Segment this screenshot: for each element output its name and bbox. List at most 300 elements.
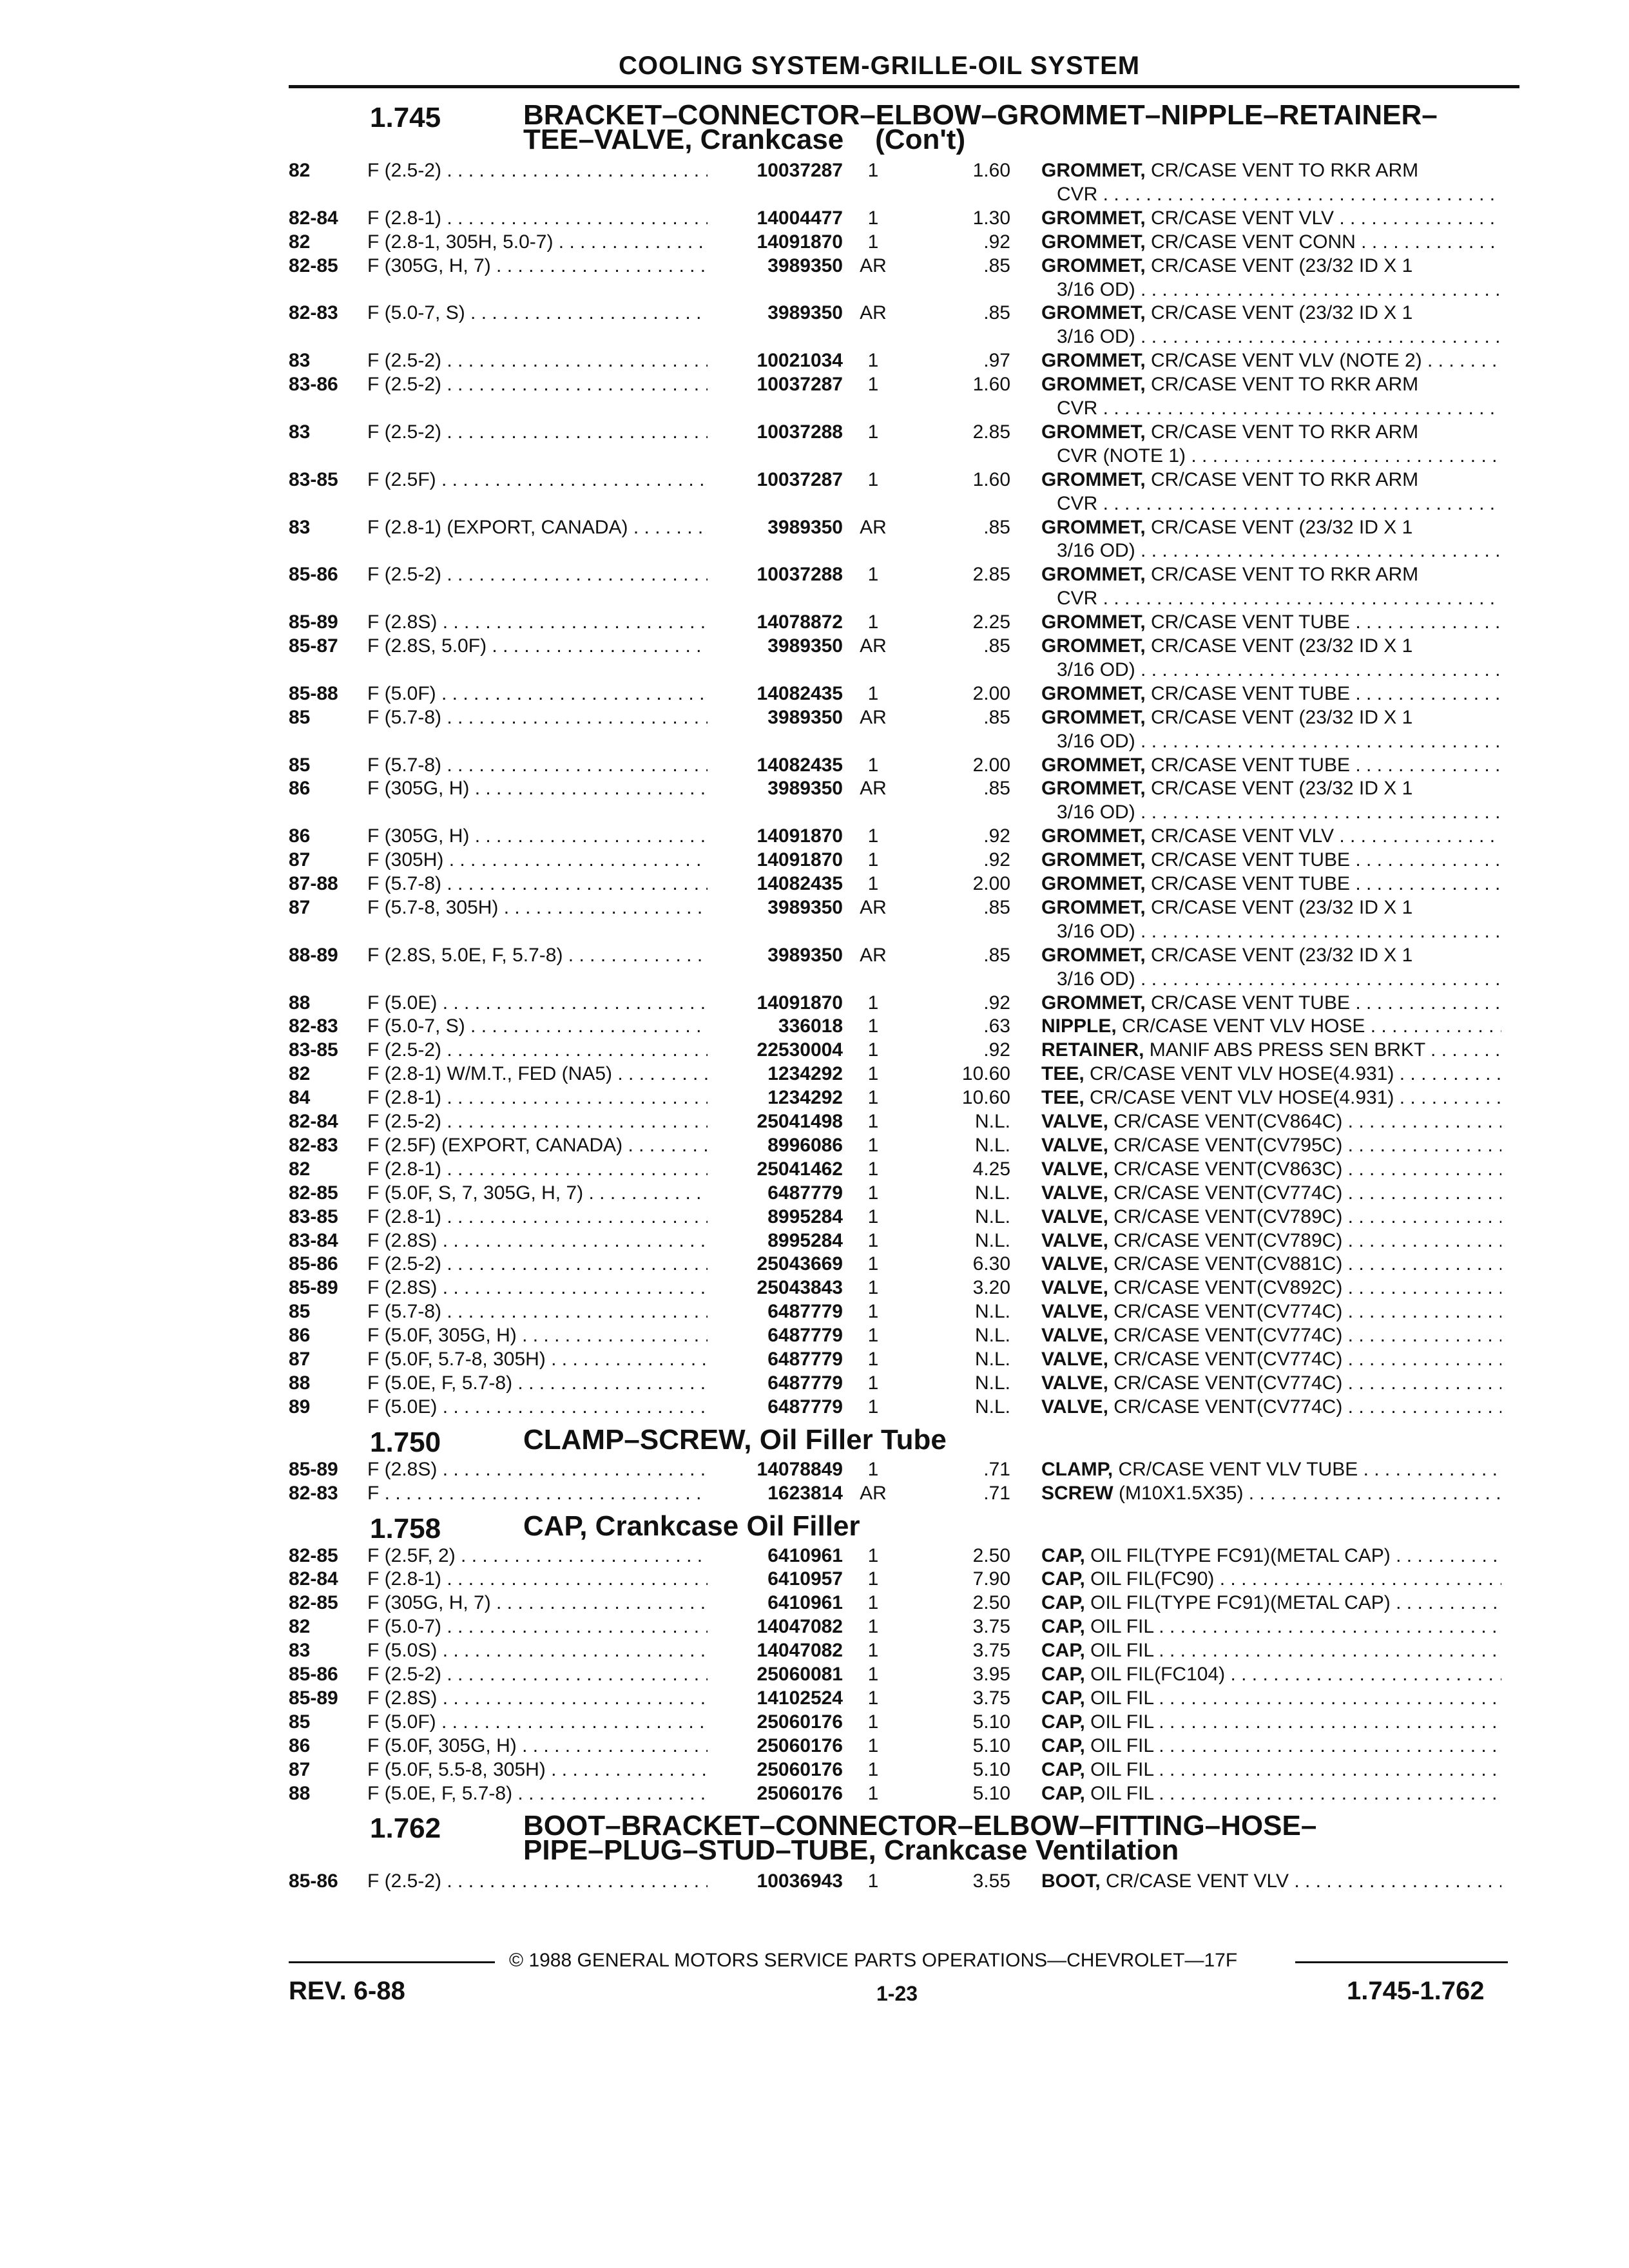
part-number: 3989350 (767, 516, 843, 538)
model-years: 82 (289, 1063, 311, 1085)
part-detail: CR/CASE VENT TUBE (1151, 849, 1350, 871)
section-title: BOOT–BRACKET–CONNECTOR–ELBOW–FITTING–HOSE– PIPE–PLUG–STUD–TUBE, Crankcase Ventilation (523, 1810, 1317, 1867)
part-number: 10037288 (757, 421, 843, 443)
part-detail: OIL FIL (1090, 1616, 1153, 1638)
part-row (0, 1545, 1629, 1568)
part-description (1041, 1325, 1501, 1347)
quantity: 1 (867, 1664, 879, 1685)
part-number: 25043669 (757, 1253, 843, 1275)
part-description (1041, 778, 1501, 800)
application: F (2.5F) (EXPORT, CANADA) . . . (367, 1135, 708, 1157)
part-detail: OIL FIL(FC90) (1090, 1568, 1215, 1590)
application: F (5.7-8) . . . (367, 873, 708, 895)
description-continuation: CVR (NOTE 1) . . . (1057, 445, 1501, 468)
part-row (0, 1158, 1629, 1182)
part-name: GROMMET, (1041, 374, 1146, 396)
part-name: GROMMET, (1041, 849, 1146, 871)
quantity: 1 (867, 468, 879, 490)
part-detail: OIL FIL (1090, 1711, 1153, 1733)
quantity: AR (860, 302, 887, 324)
part-number: 14082435 (757, 873, 843, 894)
part-row (0, 825, 1629, 849)
price: 10.60 (961, 1063, 1010, 1085)
price: .92 (983, 231, 1010, 253)
part-number: 14082435 (757, 682, 843, 704)
part-name: GROMMET, (1041, 207, 1146, 229)
price: .85 (983, 635, 1010, 657)
quantity: 1 (867, 1735, 879, 1756)
model-years: 82 (289, 1616, 311, 1638)
footer-copyright: © 1988 GENERAL MOTORS SERVICE PARTS OPERATIONS—CHEVROLET—17F (509, 1950, 1238, 1971)
part-row (0, 1568, 1629, 1591)
application: F (305G, H) . . . (367, 778, 708, 800)
quantity: 1 (867, 1182, 879, 1204)
part-number: 6487779 (767, 1349, 843, 1370)
application: F (2.5-2) . . . (367, 1111, 708, 1133)
part-detail: OIL FIL(TYPE FC91)(METAL CAP) (1090, 1544, 1391, 1566)
part-description (1041, 1182, 1501, 1204)
part-number: 3989350 (767, 896, 843, 918)
part-number: 14091870 (757, 231, 843, 253)
part-name: GROMMET, (1041, 231, 1146, 253)
price: .85 (983, 255, 1010, 276)
price: .63 (983, 1015, 1010, 1037)
part-name: GROMMET, (1041, 255, 1146, 276)
part-row (0, 1039, 1629, 1062)
part-description (1041, 1759, 1501, 1781)
quantity: 1 (867, 849, 879, 871)
part-name: CAP, (1041, 1687, 1085, 1709)
quantity: 1 (867, 1015, 879, 1037)
part-detail: CR/CASE VENT VLV HOSE(4.931) (1090, 1063, 1394, 1085)
model-years: 86 (289, 1325, 311, 1347)
part-description (1041, 1687, 1501, 1709)
part-description (1041, 1396, 1501, 1418)
part-detail: CR/CASE VENT TO RKR ARM (1151, 564, 1419, 586)
part-number: 3989350 (767, 944, 843, 966)
price: 2.85 (972, 564, 1010, 586)
price: 2.00 (972, 873, 1010, 894)
price: 10.60 (961, 1087, 1010, 1109)
model-years: 82-83 (289, 1015, 338, 1037)
description-continuation: 3/16 OD) . . . (1057, 731, 1501, 754)
model-years: 87 (289, 849, 311, 871)
price: .92 (983, 849, 1010, 871)
part-name: CAP, (1041, 1711, 1085, 1733)
part-description (1041, 1459, 1501, 1481)
part-description (1041, 1870, 1501, 1892)
model-years: 83 (289, 1640, 311, 1662)
application: F (5.0E, F, 5.7-8) . . . (367, 1372, 708, 1394)
part-name: VALVE, (1041, 1277, 1108, 1299)
part-row (0, 1616, 1629, 1639)
part-detail: CR/CASE VENT(CV774C) (1113, 1349, 1343, 1370)
price: N.L. (974, 1349, 1010, 1370)
quantity: 1 (867, 374, 879, 396)
application: F (2.8S, 5.0F) . . . (367, 635, 708, 657)
price: .97 (983, 350, 1010, 372)
part-number: 14078872 (757, 611, 843, 633)
part-name: TEE, (1041, 1087, 1084, 1109)
part-number: 1234292 (767, 1087, 843, 1109)
part-description (1041, 849, 1501, 871)
quantity: 1 (867, 1396, 879, 1418)
quantity: AR (860, 516, 887, 538)
part-row (0, 469, 1629, 492)
part-description (1041, 1735, 1501, 1757)
application: F (5.0E) . . . (367, 1396, 708, 1418)
part-row (0, 754, 1629, 778)
quantity: 1 (867, 421, 879, 443)
part-number: 14078849 (757, 1458, 843, 1480)
model-years: 85-86 (289, 1870, 338, 1892)
part-description (1041, 1063, 1501, 1085)
part-row (0, 564, 1629, 587)
quantity: 1 (867, 207, 879, 229)
part-number: 25041498 (757, 1111, 843, 1132)
part-detail: OIL FIL(TYPE FC91)(METAL CAP) (1090, 1592, 1391, 1614)
part-name: CAP, (1041, 1664, 1085, 1685)
part-description (1041, 1711, 1501, 1733)
application: F (5.0F, 5.7-8, 305H) . . . (367, 1349, 708, 1370)
model-years: 85 (289, 1711, 311, 1733)
part-description (1041, 469, 1501, 491)
part-name: VALVE, (1041, 1182, 1108, 1204)
price: 4.25 (972, 1158, 1010, 1180)
quantity: 1 (867, 1782, 879, 1804)
model-years: 88 (289, 992, 311, 1014)
part-name: GROMMET, (1041, 992, 1146, 1014)
part-number: 10037288 (757, 564, 843, 586)
part-name: GROMMET, (1041, 302, 1146, 324)
part-number: 6487779 (767, 1396, 843, 1418)
part-number: 14102524 (757, 1687, 843, 1709)
application: F (2.8-1) W/M.T., FED (NA5) . . . (367, 1063, 708, 1085)
part-detail: OIL FIL (1090, 1687, 1153, 1709)
model-years: 83-85 (289, 468, 338, 490)
part-name: GROMMET, (1041, 944, 1146, 966)
model-years: 83-85 (289, 1039, 338, 1061)
part-number: 8996086 (767, 1134, 843, 1156)
application: F (2.8S) . . . (367, 611, 708, 633)
quantity: 1 (867, 1592, 879, 1614)
part-name: GROMMET, (1041, 706, 1146, 728)
part-detail: OIL FIL (1090, 1640, 1153, 1662)
application: F (5.0F, 305G, H) . . . (367, 1735, 708, 1757)
part-description (1041, 1616, 1501, 1638)
quantity: 1 (867, 1687, 879, 1709)
part-detail: CR/CASE VENT (23/32 ID X 1 (1151, 255, 1413, 276)
quantity: 1 (867, 1158, 879, 1180)
part-name: VALVE, (1041, 1229, 1108, 1251)
part-detail: CR/CASE VENT VLV (1106, 1870, 1289, 1892)
model-years: 88-89 (289, 944, 338, 966)
model-years: 87 (289, 1758, 311, 1780)
model-years: 86 (289, 778, 311, 800)
part-description (1041, 754, 1501, 776)
application: F (5.7-8) . . . (367, 707, 708, 729)
part-row (0, 635, 1629, 658)
part-name: GROMMET, (1041, 421, 1146, 443)
part-number: 3989350 (767, 302, 843, 324)
part-row (0, 1325, 1629, 1348)
part-row (0, 1230, 1629, 1253)
application: F . . . (367, 1483, 708, 1504)
part-name: VALVE, (1041, 1134, 1108, 1156)
part-number: 14004477 (757, 207, 843, 229)
part-description (1041, 231, 1501, 253)
part-description (1041, 160, 1501, 182)
part-description (1041, 1372, 1501, 1394)
model-years: 88 (289, 1782, 311, 1804)
part-name: CAP, (1041, 1544, 1085, 1566)
part-row (0, 1735, 1629, 1758)
part-number: 3989350 (767, 255, 843, 276)
model-years: 82-84 (289, 1111, 338, 1132)
part-name: GROMMET, (1041, 635, 1146, 657)
part-row (0, 1111, 1629, 1134)
application: F (305H) . . . (367, 849, 708, 871)
part-number: 6410961 (767, 1592, 843, 1614)
quantity: 1 (867, 1349, 879, 1370)
model-years: 85-86 (289, 1253, 338, 1275)
quantity: 1 (867, 1758, 879, 1780)
quantity: 1 (867, 1372, 879, 1394)
part-number: 14091870 (757, 849, 843, 871)
part-number: 6487779 (767, 1325, 843, 1347)
model-years: 82-85 (289, 1592, 338, 1614)
quantity: AR (860, 1482, 887, 1504)
part-number: 10037287 (757, 374, 843, 396)
price: 2.25 (972, 611, 1010, 633)
model-years: 87-88 (289, 873, 338, 894)
price: .85 (983, 302, 1010, 324)
price: 3.95 (972, 1664, 1010, 1685)
part-row (0, 231, 1629, 255)
description-continuation: 3/16 OD) . . . (1057, 802, 1501, 825)
part-row (0, 1253, 1629, 1276)
part-row (0, 1015, 1629, 1039)
part-description (1041, 1087, 1501, 1109)
part-name: CAP, (1041, 1758, 1085, 1780)
part-row (0, 1277, 1629, 1300)
part-detail: CR/CASE VENT (23/32 ID X 1 (1151, 706, 1413, 728)
part-row (0, 160, 1629, 183)
part-name: GROMMET, (1041, 754, 1146, 776)
section-title: CAP, Crankcase Oil Filler (523, 1510, 860, 1542)
part-row (0, 1372, 1629, 1396)
footer-rule-right (1295, 1961, 1508, 1963)
part-row (0, 1063, 1629, 1086)
section-number: 1.762 (370, 1812, 441, 1845)
application: F (2.5F) . . . (367, 469, 708, 491)
price: 1.60 (972, 468, 1010, 490)
part-name: GROMMET, (1041, 896, 1146, 918)
section-title: BRACKET–CONNECTOR–ELBOW–GROMMET–NIPPLE–RETAINER– TEE–VALVE, Crankcase (Con't) (523, 99, 1438, 155)
description-continuation: CVR . . . (1057, 493, 1501, 516)
part-description (1041, 992, 1501, 1014)
part-number: 14091870 (757, 992, 843, 1014)
part-detail: CR/CASE VENT(CV864C) (1113, 1111, 1343, 1132)
part-row (0, 897, 1629, 920)
application: F (2.8-1, 305H, 5.0-7) . . . (367, 231, 708, 253)
application: F (5.0F) . . . (367, 683, 708, 705)
part-description (1041, 564, 1501, 586)
quantity: 1 (867, 1870, 879, 1892)
description-continuation: 3/16 OD) . . . (1057, 659, 1501, 682)
part-name: GROMMET, (1041, 873, 1146, 894)
application: F (2.8-1) . . . (367, 1568, 708, 1590)
part-description (1041, 707, 1501, 729)
price: 2.00 (972, 682, 1010, 704)
part-description (1041, 1301, 1501, 1323)
quantity: 1 (867, 564, 879, 586)
part-detail: CR/CASE VENT VLV (1151, 207, 1334, 229)
part-description (1041, 255, 1501, 277)
part-detail: CR/CASE VENT TO RKR ARM (1151, 374, 1419, 396)
quantity: 1 (867, 1277, 879, 1299)
application: F (2.8S) . . . (367, 1230, 708, 1252)
part-detail: CR/CASE VENT TUBE (1151, 611, 1350, 633)
description-continuation: 3/16 OD) . . . (1057, 540, 1501, 563)
part-number: 6487779 (767, 1182, 843, 1204)
application: F (5.7-8) . . . (367, 754, 708, 776)
price: 5.10 (972, 1711, 1010, 1733)
price: .92 (983, 1039, 1010, 1061)
part-detail: CR/CASE VENT (23/32 ID X 1 (1151, 896, 1413, 918)
quantity: 1 (867, 825, 879, 847)
quantity: AR (860, 706, 887, 728)
model-years: 84 (289, 1087, 311, 1109)
price: .71 (983, 1482, 1010, 1504)
part-description (1041, 1253, 1501, 1275)
part-row (0, 945, 1629, 968)
model-years: 82-85 (289, 1544, 338, 1566)
quantity: 1 (867, 1301, 879, 1323)
part-number: 1623814 (767, 1482, 843, 1504)
application: F (2.8S) . . . (367, 1687, 708, 1709)
model-years: 83-84 (289, 1229, 338, 1251)
description-continuation: 3/16 OD) . . . (1057, 968, 1501, 992)
part-number: 14047082 (757, 1616, 843, 1638)
application: F (5.0F, 305G, H) . . . (367, 1325, 708, 1347)
price: 6.30 (972, 1253, 1010, 1275)
price: .85 (983, 516, 1010, 538)
price: .85 (983, 778, 1010, 800)
part-name: GROMMET, (1041, 516, 1146, 538)
price: .85 (983, 896, 1010, 918)
footer-rule-left (289, 1961, 495, 1963)
price: .85 (983, 944, 1010, 966)
part-detail: CR/CASE VENT(CV789C) (1113, 1206, 1343, 1227)
part-description (1041, 1277, 1501, 1299)
part-detail: CR/CASE VENT(CV892C) (1113, 1277, 1343, 1299)
part-row (0, 611, 1629, 635)
model-years: 89 (289, 1396, 311, 1418)
part-number: 10036943 (757, 1870, 843, 1892)
application: F (2.5-2) . . . (367, 1039, 708, 1061)
part-detail: CR/CASE VENT(CV863C) (1113, 1158, 1343, 1180)
part-row (0, 992, 1629, 1015)
part-row (0, 683, 1629, 706)
quantity: 1 (867, 1229, 879, 1251)
part-name: NIPPLE, (1041, 1015, 1117, 1037)
section-range: 1.745-1.762 (1347, 1977, 1485, 2005)
part-detail: CR/CASE VENT(CV789C) (1113, 1229, 1343, 1251)
part-row (0, 1301, 1629, 1324)
model-years: 85-86 (289, 1664, 338, 1685)
model-years: 82-84 (289, 1568, 338, 1590)
quantity: 1 (867, 1111, 879, 1132)
part-number: 14047082 (757, 1640, 843, 1662)
description-continuation: 3/16 OD) . . . (1057, 279, 1501, 302)
part-detail: (M10X1.5X35) (1119, 1482, 1244, 1504)
part-name: GROMMET, (1041, 611, 1146, 633)
price: 7.90 (972, 1568, 1010, 1590)
price: 5.10 (972, 1782, 1010, 1804)
part-row (0, 255, 1629, 278)
part-name: SCREW (1041, 1482, 1113, 1504)
price: .85 (983, 706, 1010, 728)
part-detail: CR/CASE VENT(CV795C) (1113, 1134, 1343, 1156)
description-continuation: CVR . . . (1057, 398, 1501, 421)
part-detail: CR/CASE VENT(CV774C) (1113, 1325, 1343, 1347)
quantity: 1 (867, 1087, 879, 1109)
part-name: VALVE, (1041, 1206, 1108, 1227)
price: 2.50 (972, 1592, 1010, 1614)
part-row (0, 1759, 1629, 1782)
price: 3.20 (972, 1277, 1010, 1299)
model-years: 87 (289, 896, 311, 918)
part-description (1041, 635, 1501, 657)
part-name: VALVE, (1041, 1396, 1108, 1418)
part-name: RETAINER, (1041, 1039, 1144, 1061)
price: N.L. (974, 1182, 1010, 1204)
part-name: VALVE, (1041, 1372, 1108, 1394)
part-number: 8995284 (767, 1229, 843, 1251)
quantity: 1 (867, 350, 879, 372)
part-name: VALVE, (1041, 1301, 1108, 1323)
model-years: 87 (289, 1349, 311, 1370)
application: F (5.7-8) . . . (367, 1301, 708, 1323)
application: F (5.0E, F, 5.7-8) . . . (367, 1783, 708, 1805)
description-continuation: CVR . . . (1057, 184, 1501, 207)
part-number: 3989350 (767, 706, 843, 728)
part-detail: CR/CASE VENT VLV HOSE (1122, 1015, 1365, 1037)
model-years: 85 (289, 706, 311, 728)
part-number: 3989350 (767, 778, 843, 800)
price: N.L. (974, 1325, 1010, 1347)
price: 2.85 (972, 421, 1010, 443)
part-name: VALVE, (1041, 1349, 1108, 1370)
model-years: 85-89 (289, 1687, 338, 1709)
model-years: 83-85 (289, 1206, 338, 1227)
part-name: GROMMET, (1041, 160, 1146, 181)
quantity: 1 (867, 1711, 879, 1733)
part-detail: CR/CASE VENT VLV HOSE(4.931) (1090, 1087, 1394, 1109)
model-years: 85-89 (289, 1458, 338, 1480)
part-row (0, 421, 1629, 445)
quantity: 1 (867, 1325, 879, 1347)
part-row (0, 778, 1629, 801)
part-row (0, 1349, 1629, 1372)
part-description (1041, 207, 1501, 229)
part-description (1041, 1483, 1501, 1504)
price: N.L. (974, 1372, 1010, 1394)
model-years: 83 (289, 516, 311, 538)
part-row (0, 1711, 1629, 1735)
price: N.L. (974, 1396, 1010, 1418)
